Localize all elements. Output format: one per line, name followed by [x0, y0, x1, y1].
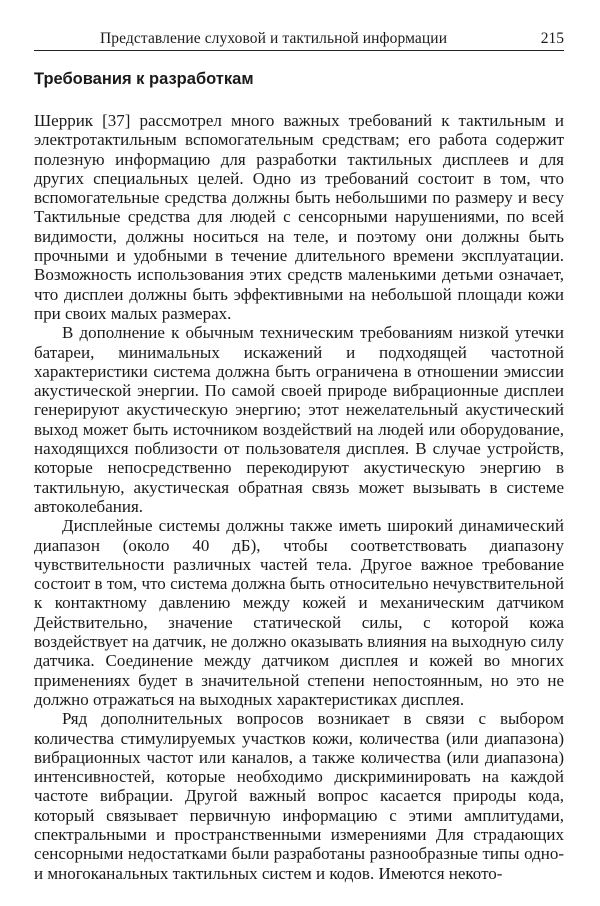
section-heading: Требования к разработкам: [34, 70, 254, 88]
page-number: 215: [540, 30, 564, 47]
book-page: [34, 26, 564, 883]
body-text: [34, 111, 564, 883]
paragraph-2: В дополнение к обычным техническим требованиям низкой утечки батареи, минимальных искажений и подходящей частотной характеристики система должна быть ограничена в отношении эмиссии акустической энергии. По самой своей природе вибрационные дисплеи генерируют акустическую энергию; этот нежелательный акустический выход может быть источником воздействий на людей или оборудование, находящихся поблизости от пользователя дисплея. В случае устройств, которые непосредственно перекодируют акустическую энергию в тактильную, акустическая обратная связь может вызывать в системе автоколебания.: [34, 323, 564, 516]
paragraph-4: Ряд дополнительных вопросов возникает в связи с выбором количества стимулируемых участков кожи, количества (или диапазона) вибрационных частот или каналов, а также количества (или диапазона) интенсивностей, которые необходимо дискриминировать на каждой частоте вибрации. Другой важный вопрос касается природы кода, который связывает первичную информацию с этими амплитудами, спектральными и пространственными измерениями Для страдающих сенсорными недостатками были разработаны разнообразные типы одно- и многоканальных тактильных систем и кодов. Имеются некото-: [34, 709, 564, 883]
running-header: [34, 26, 564, 51]
paragraph-3: Дисплейные системы должны также иметь широкий динамический диапазон (около 40 дБ), чтобы соответствовать диапазону чувствительности различных частей тела. Другое важное требование состоит в том, что система должна быть относительно нечувствительной к контактному давлению между кожей и механическим датчиком Действительно, значение статической силы, с которой кожа воздействует на датчик, не должно оказывать влияния на выходную силу датчика. Соединение между датчиком дисплея и кожей во многих применениях будет в значительной степени непостоянным, но это не должно отражаться на выходных характеристиках дисплея.: [34, 516, 564, 709]
running-header-title: Представление слуховой и тактильной информации: [100, 30, 448, 47]
paragraph-1: Шеррик [37] рассмотрел много важных требований к тактильным и электротактильным вспомогательным средствам; его работа содержит полезную информацию для разработки тактильных дисплеев и для других специальных целей. Одно из требований состоит в том, что вспомогательные средства должны быть небольшими по размеру и весу Тактильные средства для людей с сенсорными нарушениями, по всей видимости, должны носиться на теле, и поэтому они должны быть прочными и удобными в течение длительного времени эксплуатации. Возможность использования этих средств маленькими детьми означает, что дисплеи должны быть эффективными на небольшой площади кожи при своих малых размерах.: [34, 111, 564, 323]
